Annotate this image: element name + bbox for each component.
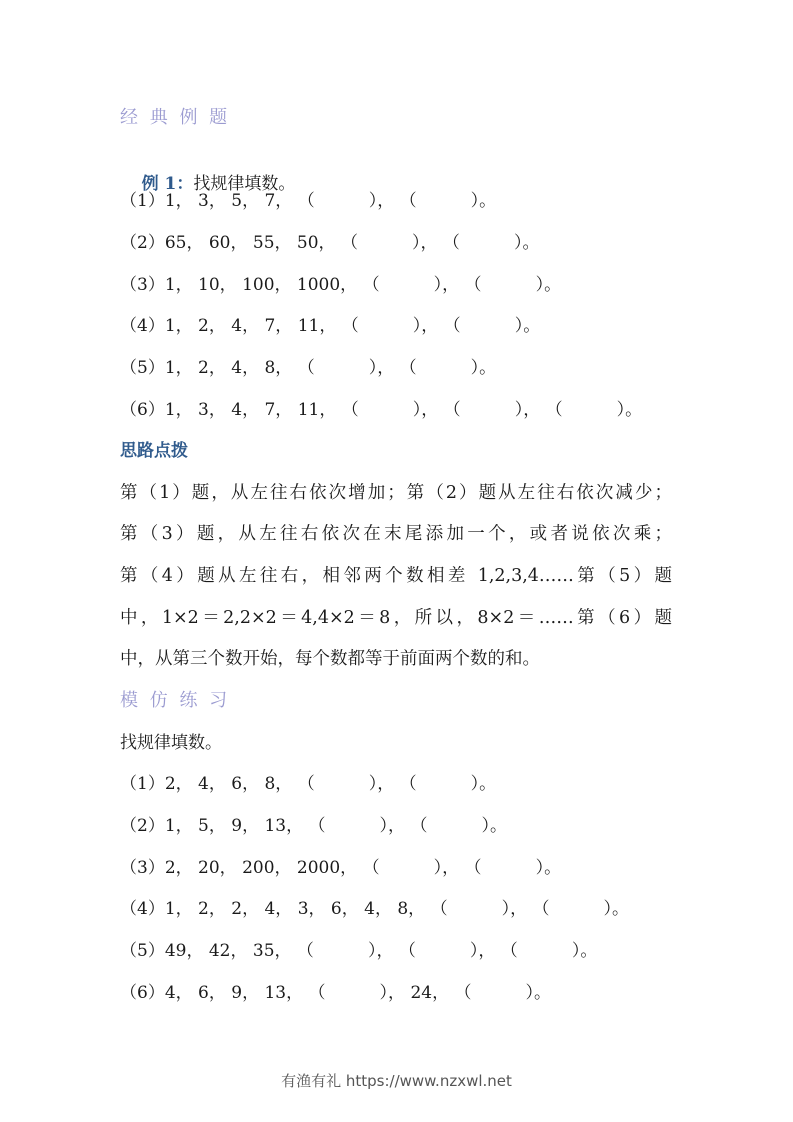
example-item-3: （3）1， 10， 100， 1000， （ ）， （ ）。: [120, 275, 562, 295]
example-label: 例 1：: [141, 174, 194, 194]
example-instruction: 找规律填数。: [193, 174, 296, 194]
hint-line-2: 第（3）题，从左往右依次在末尾添加一个，或者说依次乘；: [120, 524, 672, 544]
practice-item-6: （6）4， 6， 9， 13， （ ）， 24， （ ）。: [120, 983, 552, 1003]
section-title-classic-examples: 经 典 例 题: [120, 107, 231, 128]
example-item-6: （6）1， 3， 4， 7， 11， （ ）， （ ）， （ ）。: [120, 400, 643, 420]
hint-line-1: 第（1）题，从左往右依次增加；第（2）题从左往右依次减少；: [120, 483, 672, 503]
practice-item-5: （5）49， 42， 35， （ ）， （ ）， （ ）。: [120, 941, 598, 961]
example-item-4: （4）1， 2， 4， 7， 11， （ ）， （ ）。: [120, 316, 541, 336]
practice-item-4: （4）1， 2， 2， 4， 3， 6， 4， 8， （ ）， （ ）。: [120, 899, 630, 919]
footer-watermark: 有渔有礼 https://www.nzxwl.net: [281, 1072, 512, 1090]
example-item-1: （1）1， 3， 5， 7， （ ）， （ ）。: [120, 191, 497, 211]
practice-instruction: 找规律填数。: [120, 733, 222, 753]
section-title-practice: 模 仿 练 习: [120, 690, 231, 711]
example-item-5: （5）1， 2， 4， 8， （ ）， （ ）。: [120, 358, 497, 378]
hint-line-5: 中，从第三个数开始，每个数都等于前面两个数的和。: [120, 649, 540, 669]
hint-line-3: 第（4）题从左往右，相邻两个数相差 1,2,3,4……第（5）题: [120, 566, 672, 586]
hint-line-4: 中，1×2＝2,2×2＝4,4×2＝8，所以，8×2＝……第（6）题: [120, 608, 672, 628]
practice-item-3: （3）2， 20， 200， 2000， （ ）， （ ）。: [120, 858, 562, 878]
section-title-hints: 思路点拨: [120, 441, 188, 461]
practice-item-2: （2）1， 5， 9， 13， （ ）， （ ）。: [120, 816, 507, 836]
example-item-2: （2）65， 60， 55， 50， （ ）， （ ）。: [120, 233, 540, 253]
practice-item-1: （1）2， 4， 6， 8， （ ）， （ ）。: [120, 774, 497, 794]
